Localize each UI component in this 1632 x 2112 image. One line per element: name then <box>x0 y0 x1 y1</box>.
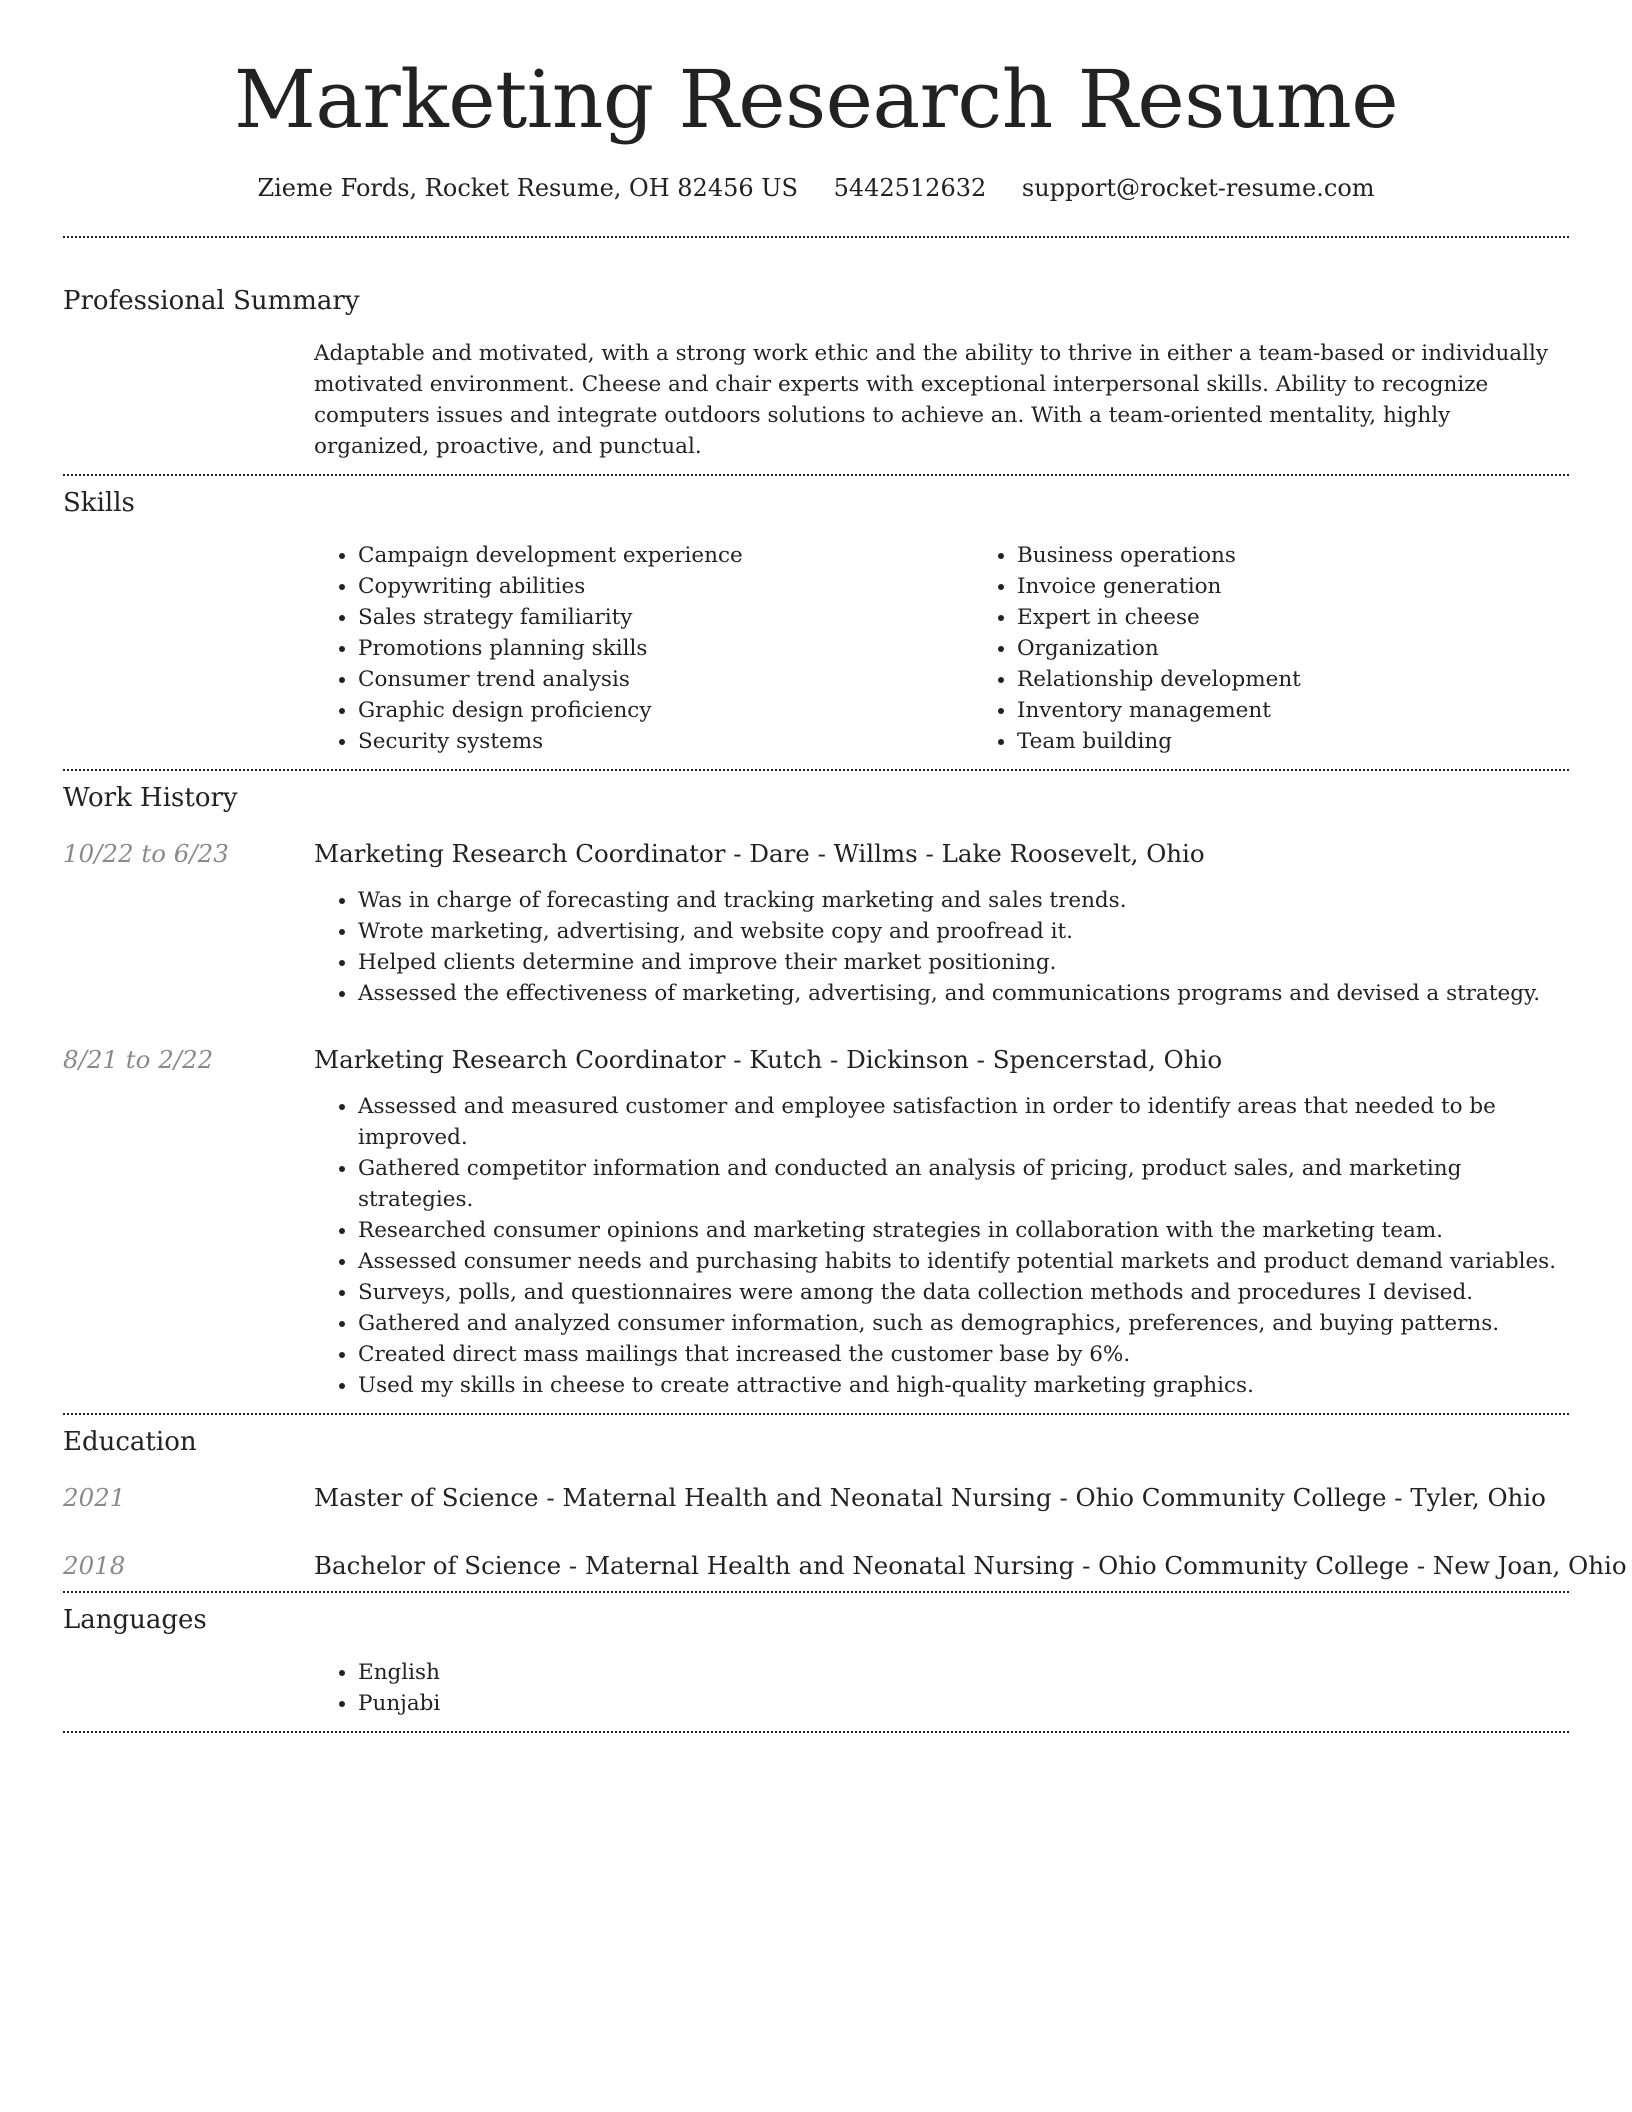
education-degree: Bachelor of Science - Maternal Health and Neonatal Nursing <box>314 1551 1075 1580</box>
list-item: • Sales strategy familiarity <box>358 602 973 633</box>
list-item: • Helped clients determine and improve their market positioning. <box>358 947 1569 978</box>
contact-email: support@rocket-resume.com <box>1021 174 1375 202</box>
section-divider <box>63 1731 1569 1733</box>
job-bullets <box>314 1091 1569 1401</box>
list-item: • Expert in cheese <box>1017 602 1632 633</box>
job-details: - Dare - Willms - Lake Roosevelt, Ohio <box>725 839 1205 868</box>
list-item: • Copywriting abilities <box>358 571 973 602</box>
education-heading: Education <box>63 1427 197 1457</box>
list-item: • Created direct mass mailings that increased the customer base by 6%. <box>358 1339 1569 1370</box>
list-item: • Used my skills in cheese to create attractive and high-quality marketing graphics. <box>358 1370 1569 1401</box>
education-degree: Master of Science - Maternal Health and Neonatal Nursing <box>314 1483 1052 1512</box>
job-title: Marketing Research Coordinator <box>314 839 726 868</box>
list-item: • Business operations <box>1017 540 1632 571</box>
contact-line <box>63 172 1569 204</box>
list-item: • Researched consumer opinions and marketing strategies in collaboration with the marketing team. <box>358 1215 1569 1246</box>
list-item: • Team building <box>1017 726 1632 757</box>
list-item: • Campaign development experience <box>358 540 973 571</box>
job-bullets <box>314 885 1569 1009</box>
list-item: • Security systems <box>358 726 973 757</box>
education-entry <box>63 1549 1627 1583</box>
job-date: 8/21 to 2/22 <box>63 1045 214 1074</box>
job-details: - Kutch - Dickinson - Spencerstad, Ohio <box>725 1045 1223 1074</box>
list-item: • Gathered and analyzed consumer information, such as demographics, preferences, and buying patterns. <box>358 1308 1569 1339</box>
work-heading: Work History <box>63 783 238 813</box>
list-item: • Graphic design proficiency <box>358 695 973 726</box>
languages-section <box>63 1593 1569 1719</box>
skills-section <box>63 476 1569 757</box>
work-section <box>63 771 1569 1401</box>
skills-list-left <box>314 540 973 757</box>
job-heading <box>314 1043 1569 1077</box>
skills-heading: Skills <box>63 488 135 518</box>
list-item: • English <box>358 1657 1569 1688</box>
education-school: - Ohio Community College - New Joan, Ohio <box>1074 1551 1627 1580</box>
list-item: • Consumer trend analysis <box>358 664 973 695</box>
list-item: • Punjabi <box>358 1688 1569 1719</box>
contact-phone: 5442512632 <box>833 174 987 202</box>
languages-heading: Languages <box>63 1605 207 1635</box>
resume-header <box>63 0 1569 204</box>
list-item: • Assessed consumer needs and purchasing habits to identify potential markets and product demand variables. <box>358 1246 1569 1277</box>
list-item: • Surveys, polls, and questionnaires were among the data collection methods and procedures I devised. <box>358 1277 1569 1308</box>
list-item: • Inventory management <box>1017 695 1632 726</box>
job-entry <box>63 837 1569 1009</box>
job-date: 10/22 to 6/23 <box>63 839 229 868</box>
summary-heading: Professional Summary <box>63 286 360 316</box>
education-school: - Ohio Community College - Tyler, Ohio <box>1051 1483 1546 1512</box>
job-heading <box>314 837 1569 871</box>
skills-list-right <box>973 540 1632 757</box>
job-title: Marketing Research Coordinator <box>314 1045 726 1074</box>
list-item: • Was in charge of forecasting and tracking marketing and sales trends. <box>358 885 1569 916</box>
job-entry <box>63 1043 1569 1401</box>
list-item: • Organization <box>1017 633 1632 664</box>
languages-list <box>314 1657 1569 1719</box>
list-item: • Assessed and measured customer and employee satisfaction in order to identify areas that needed to be improved. <box>358 1091 1569 1153</box>
contact-address: Zieme Fords, Rocket Resume, OH 82456 US <box>257 174 798 202</box>
education-section <box>63 1415 1627 1583</box>
education-line <box>314 1549 1627 1583</box>
list-item: • Assessed the effectiveness of marketing, advertising, and communications programs and devised a strategy. <box>358 978 1569 1009</box>
summary-section <box>63 238 1569 462</box>
education-year: 2021 <box>63 1483 126 1512</box>
education-year: 2018 <box>63 1551 126 1580</box>
education-line <box>314 1481 1569 1515</box>
list-item: • Promotions planning skills <box>358 633 973 664</box>
resume-title: Marketing Research Resume <box>233 53 1399 146</box>
list-item: • Relationship development <box>1017 664 1632 695</box>
list-item: • Gathered competitor information and conducted an analysis of pricing, product sales, and marketing strategies. <box>358 1153 1569 1215</box>
summary-text: Adaptable and motivated, with a strong work ethic and the ability to thrive in either a team-based or individually motivated environment. Cheese and chair experts with exceptional interpersonal skills. Ability to recognize computers issues and integrate outdoors solutions to achieve an. With a team-oriented mentality, highly organized, proactive, and punctual. <box>314 341 1549 459</box>
list-item: • Wrote marketing, advertising, and website copy and proofread it. <box>358 916 1569 947</box>
list-item: • Invoice generation <box>1017 571 1632 602</box>
education-entry <box>63 1481 1569 1515</box>
